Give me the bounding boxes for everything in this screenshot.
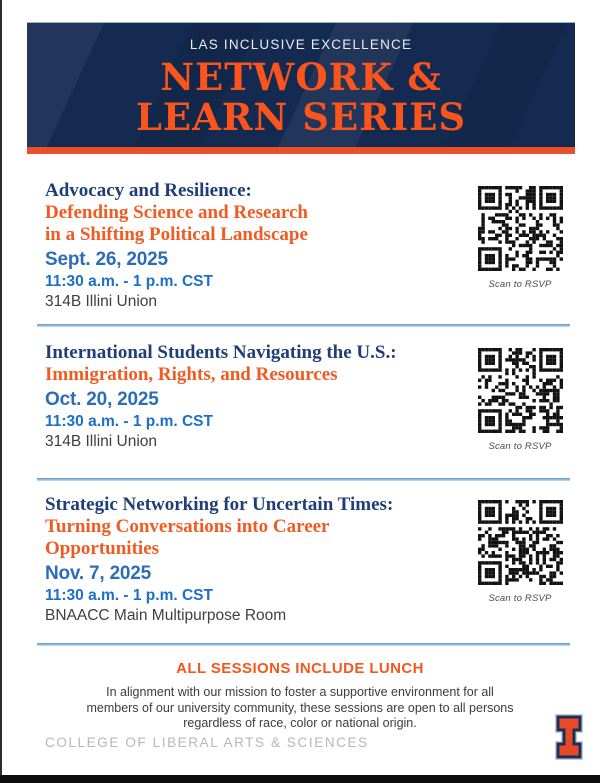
event-text [45,342,460,452]
event-time: 11:30 a.m. - 1 p.m. CST [45,273,213,290]
mission-line: regardless of race, color or national origin. [183,716,417,730]
event-title-secondary-line: in a Shifting Political Landscape [45,224,308,245]
banner-title-line1: NETWORK & [160,55,442,99]
banner-title-line2: LEARN SERIES [135,95,467,139]
mission-line: In alignment with our mission to foster a supportive environment for all [106,685,494,699]
section-divider [37,643,570,646]
event-title-primary: Advocacy and Resilience: [45,180,252,201]
event-title-primary: International Students Navigating the U.S.: [45,342,397,363]
event-location: BNAACC Main Multipurpose Room [45,607,287,624]
event-date: Oct. 20, 2025 [45,389,159,410]
window-bottom-border [0,775,600,783]
event-text [45,494,460,626]
event-international-students [0,327,600,452]
event-title-primary: Strategic Networking for Uncertain Times: [45,494,394,515]
event-qr-column [460,342,580,452]
event-qr-column [460,180,580,290]
event-location: 314B Illini Union [45,433,158,450]
banner-eyebrow: LAS INCLUSIVE EXCELLENCE [189,37,413,52]
banner [27,22,575,154]
event-date: Sept. 26, 2025 [45,249,168,270]
event-strategic-networking [0,481,600,626]
qr-code [478,348,563,433]
event-location: 314B Illini Union [45,293,158,310]
event-time: 11:30 a.m. - 1 p.m. CST [45,587,213,604]
qr-caption: Scan to RSVP [488,441,552,452]
mission-statement [50,685,550,732]
event-title-secondary-line: Defending Science and Research [45,202,308,223]
qr-caption: Scan to RSVP [488,593,552,604]
event-title-secondary-line: Opportunities [45,538,160,559]
qr-caption: Scan to RSVP [488,279,552,290]
mission-line: members of our university community, these sessions are open to all persons [86,700,514,715]
illinois-block-i-logo-icon [551,713,587,761]
event-advocacy-resilience [0,154,600,312]
event-text [45,180,460,312]
lunch-banner: ALL SESSIONS INCLUDE LUNCH [176,660,424,677]
event-time: 11:30 a.m. - 1 p.m. CST [45,413,213,430]
window-left-border [0,0,2,783]
college-footer-text: COLLEGE OF LIBERAL ARTS & SCIENCES [45,735,369,750]
event-title-secondary-line: Turning Conversations into Career [45,516,330,537]
event-qr-column [460,494,580,604]
event-title-secondary-line: Immigration, Rights, and Resources [45,364,338,385]
qr-code [478,186,563,271]
qr-code [478,500,563,585]
event-date: Nov. 7, 2025 [45,563,152,584]
